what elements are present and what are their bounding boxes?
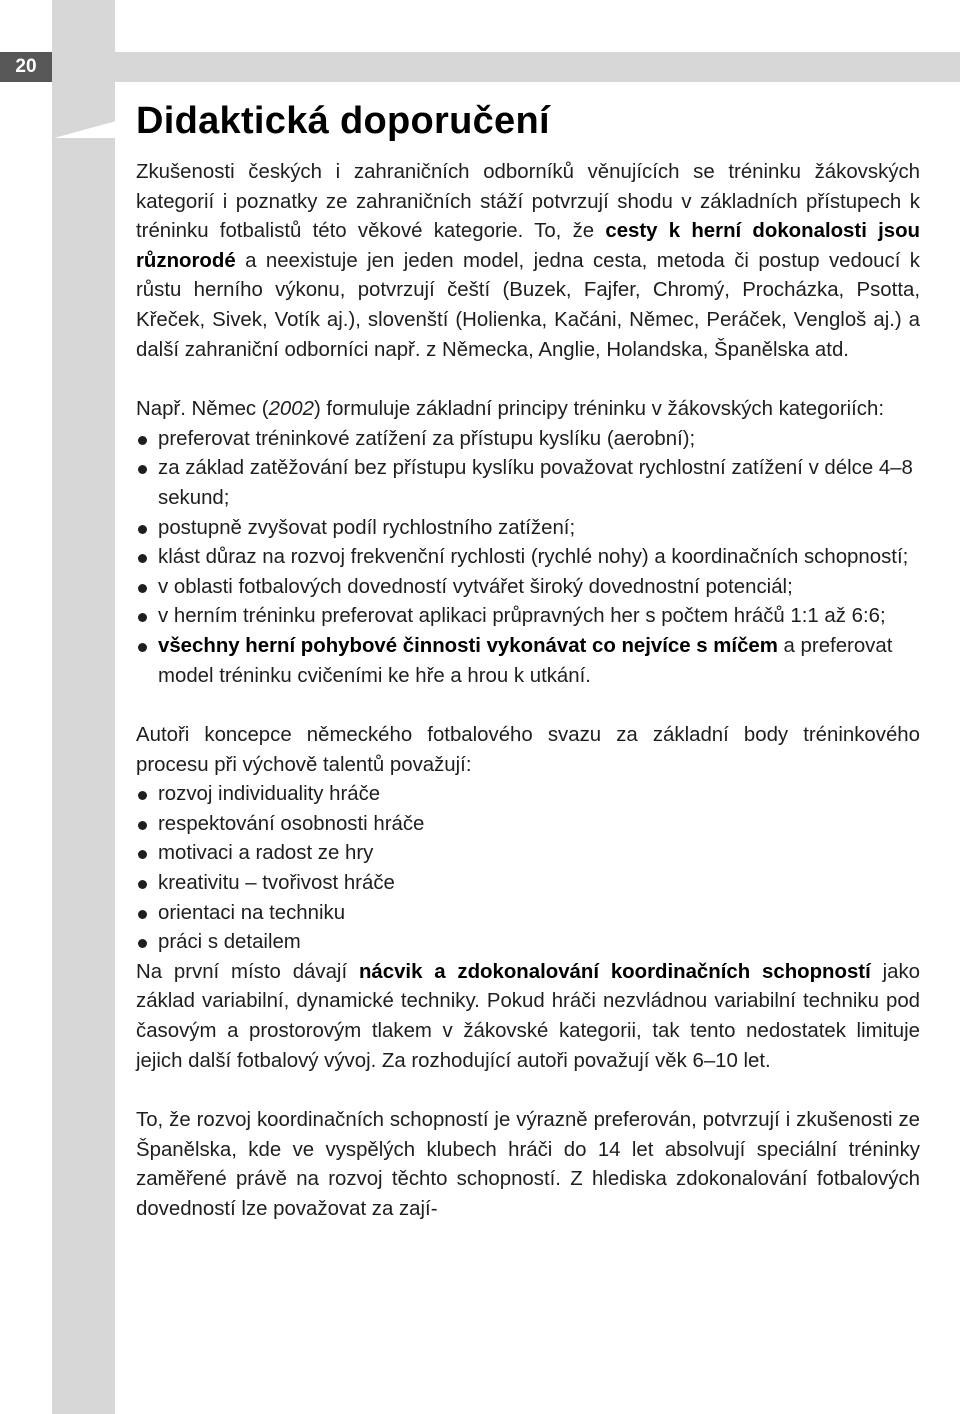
- list-item: [136, 632, 920, 691]
- list-item: respektování osobnosti hráče: [136, 810, 920, 840]
- list-item: rozvoj individuality hráče: [136, 780, 920, 810]
- principles-list: [136, 425, 920, 691]
- triangle-arrow-icon: [54, 110, 120, 138]
- text-span: Zkušenosti českých i zahraničních odborníků věnujících se tréninku žákovských kategorií i poznatky ze zahraničních stáží potvrzují shodu v základních přístupech k tréninku fotbalistů této věkové kategorie. To, že: [136, 161, 920, 243]
- list-item: postupně zvyšovat podíl rychlostního zatížení;: [136, 514, 920, 544]
- list-item: v herním tréninku preferovat aplikaci průpravných her s počtem hráčů 1:1 až 6:6;: [136, 602, 920, 632]
- sidebar-strip: [52, 0, 115, 1414]
- paragraph-coordination: [136, 958, 920, 1076]
- text-span: Na první místo dávají: [136, 960, 359, 983]
- emphasis-text: všechny herní pohybové činnosti vykonávat co nejvíce s míčem: [158, 634, 778, 657]
- page-title: Didaktická doporučení: [136, 100, 550, 142]
- paragraph-intro: [136, 158, 920, 365]
- list-item: preferovat tréninkové zatížení za přístupu kyslíku (aerobní);: [136, 425, 920, 455]
- list-item: za základ zatěžování bez přístupu kyslíku považovat rychlostní zatížení v délce 4–8 sekund;: [136, 454, 920, 513]
- dfb-list: [136, 780, 920, 958]
- list-item: v oblasti fotbalových dovedností vytvářet široký dovednostní potenciál;: [136, 573, 920, 603]
- list-item: kreativitu – tvořivost hráče: [136, 869, 920, 899]
- text-span: a preferovat model tréninku cvičeními ke hře a hrou k utkání.: [158, 634, 893, 687]
- page-number: 20: [0, 52, 52, 82]
- main-content: [136, 158, 920, 1225]
- emphasis-text: nácvik a zdokonalování koordinačních schopností: [358, 960, 871, 983]
- list-item: práci s detailem: [136, 928, 920, 958]
- text-span: a neexistuje jen jeden model, jedna cesta, metoda či postup vedoucí k růstu herního výkonu, potvrzují čeští (Buzek, Fajfer, Chromý, Procházka, Psotta, Křeček, Sivek, Votík aj.), slovenští (Holienka, Kačáni, Němec, Peráček, Vengloš aj.) a další zahraniční odborníci např. z Německa, Anglie, Holandska, Španělska atd.: [136, 249, 920, 361]
- list-item: orientaci na techniku: [136, 899, 920, 929]
- list-item: motivaci a radost ze hry: [136, 839, 920, 869]
- list-item: klást důraz na rozvoj frekvenční rychlosti (rychlé nohy) a koordinačních schopností;: [136, 543, 920, 573]
- paragraph-spain: To, že rozvoj koordinačních schopností je výrazně preferován, potvrzují i zkušenosti ze Španělska, kde ve vyspělých klubech hráči do 14 let absolvují speciální tréninky zaměřené právě na rozvoj těchto schopností. Z hlediska zdokonalování fotbalových dovedností lze považovat za zají-: [136, 1109, 920, 1220]
- paragraph-dfb: Autoři koncepce německého fotbalového svazu za základní body tréninkového procesu při výchově talentů považují:: [136, 724, 920, 776]
- text-span: ) formuluje základní principy tréninku v žákovských kategoriích:: [313, 398, 885, 421]
- year-text: 2002: [268, 398, 314, 421]
- header-band: [0, 52, 960, 82]
- emphasis-text: cesty k herní dokonalosti jsou různorodé: [136, 220, 921, 272]
- paragraph-nemec: [136, 395, 920, 425]
- text-span: Např. Němec (: [136, 398, 269, 421]
- text-span: jako základ variabilní, dynamické techniky. Pokud hráči nezvládnou variabilní techniku pod časovým a prostorovým tlakem v žákovské kategorii, tak tento nedostatek limituje jejich další fotbalový vývoj. Za rozhodující autoři považují věk 6–10 let.: [136, 960, 920, 1072]
